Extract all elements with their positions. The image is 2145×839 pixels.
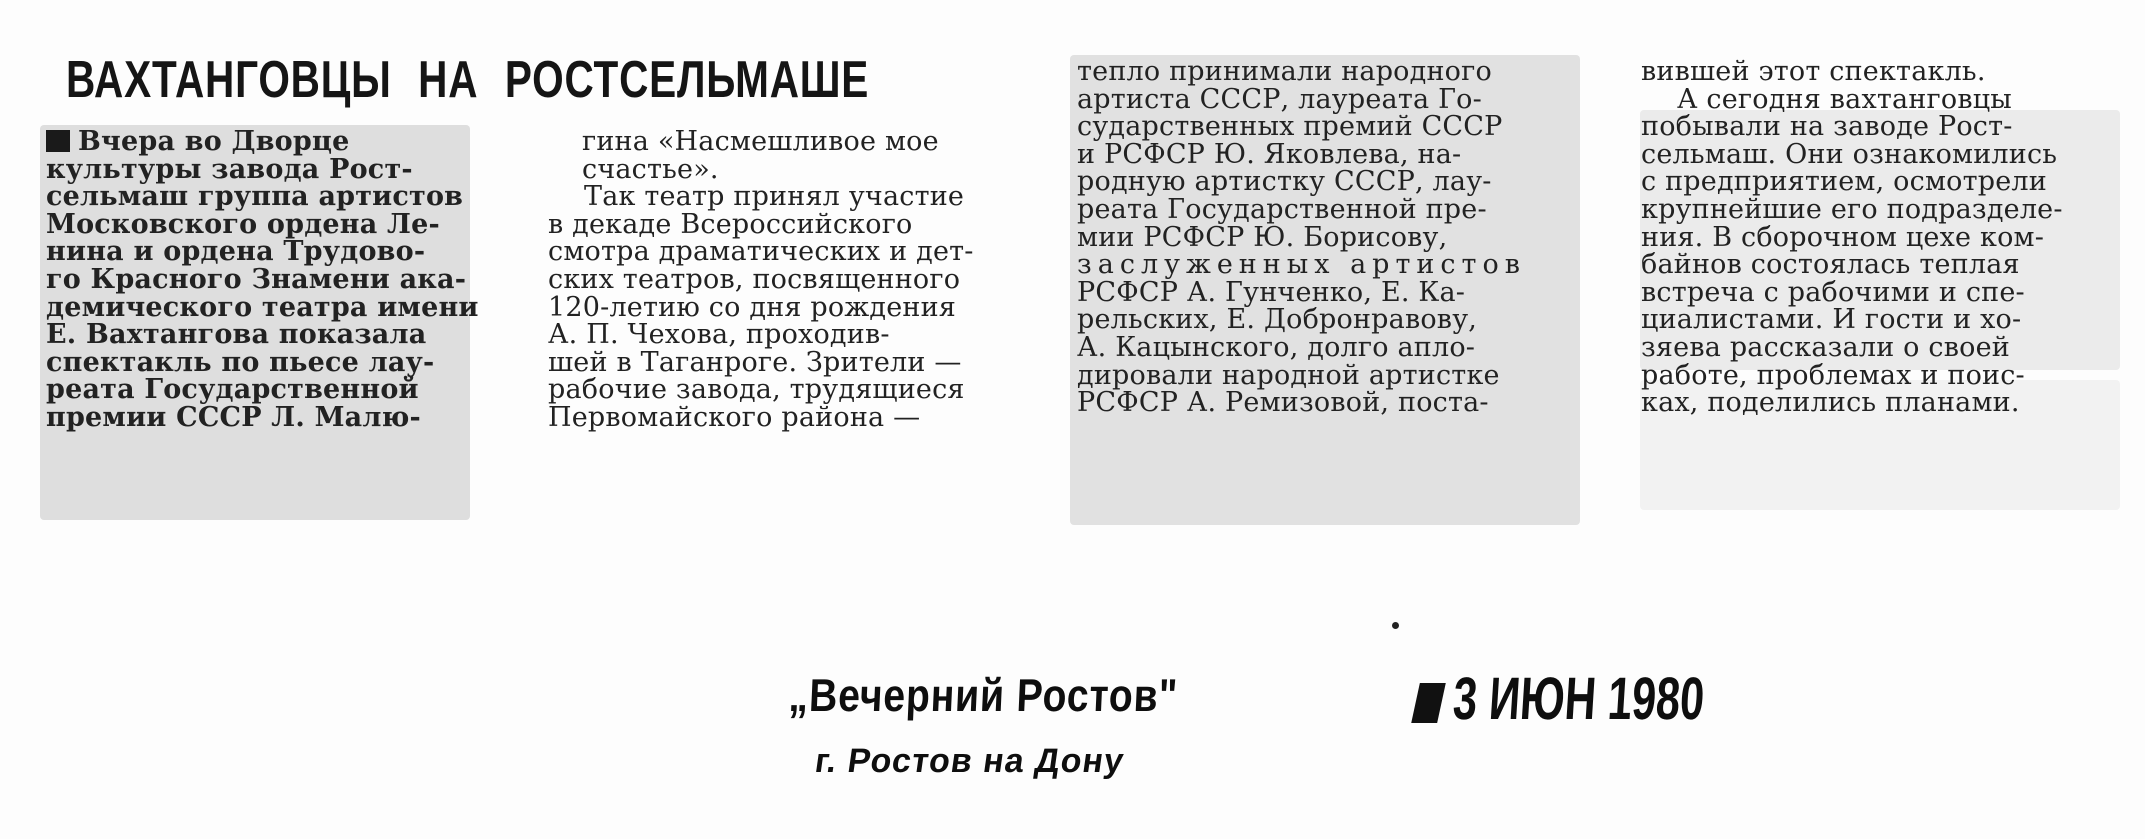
text-line: рабочие завода, трудящиеся bbox=[548, 374, 965, 406]
text-line: крупнейшие его подразделе- bbox=[1641, 193, 2063, 225]
text-line: сударственных премий СССР bbox=[1077, 111, 1503, 143]
ink-speck bbox=[1392, 622, 1399, 629]
text-line: счастье». bbox=[582, 153, 719, 185]
text-line: дировали народной артистке bbox=[1077, 359, 1500, 391]
text-line: сельмаш группа артистов bbox=[46, 181, 464, 213]
text-line: в декаде Всероссийского bbox=[548, 208, 913, 240]
date-stamp-text: 3 ИЮН 1980 bbox=[1451, 665, 1707, 732]
date-stamp bbox=[1414, 664, 1707, 733]
text-line: РСФСР А. Ремизовой, поста- bbox=[1077, 387, 1489, 419]
text-line: мии РСФСР Ю. Борисову, bbox=[1077, 221, 1448, 253]
headline-word: РОСТСЕЛЬМАШЕ bbox=[504, 51, 870, 109]
text-line: рельских, Е. Добронравову, bbox=[1077, 304, 1478, 336]
text-line: гина «Насмешливое мое bbox=[582, 126, 939, 157]
text-line: шей в Таганроге. Зрители — bbox=[548, 346, 962, 378]
text-line: Первомайского района — bbox=[548, 401, 921, 433]
text-line: встреча с рабочими и спе- bbox=[1641, 276, 2025, 308]
newspaper-name-stamp: „Вечерний Ростов" bbox=[787, 669, 1180, 721]
text-line: Так театр принял участие bbox=[584, 181, 965, 213]
text-line: нина и ордена Трудово- bbox=[46, 236, 426, 268]
text-line: циалистами. И гости и хо- bbox=[1641, 304, 2022, 336]
text-line: Е. Вахтангова показала bbox=[46, 319, 427, 351]
text-line: 120-летию со дня рождения bbox=[548, 291, 957, 323]
text-line: тепло принимали народного bbox=[1077, 56, 1492, 87]
text-line: родную артистку СССР, лау- bbox=[1077, 166, 1492, 198]
text-line: реата Государственной bbox=[46, 374, 419, 406]
text-line: ния. В сборочном цехе ком- bbox=[1641, 221, 2045, 253]
text-line: сельмаш. Они ознакомились bbox=[1641, 138, 2058, 170]
text-line: премии СССР Л. Малю- bbox=[46, 401, 421, 433]
article-column-2 bbox=[548, 128, 1026, 432]
text-line: байнов состоялась теплая bbox=[1641, 249, 2020, 281]
article-headline bbox=[66, 50, 870, 110]
text-line: культуры завода Рост- bbox=[46, 153, 413, 185]
text-line: А. Кацынского, долго апло- bbox=[1077, 331, 1476, 363]
headline-word: ВАХТАНГОВЦЫ bbox=[66, 51, 392, 109]
article-column-1 bbox=[46, 126, 479, 433]
article-column-3 bbox=[1077, 58, 1577, 417]
text-line: спектакль по пьесе лау- bbox=[46, 346, 435, 378]
text-line: РСФСР А. Гунченко, Е. Ка- bbox=[1077, 276, 1466, 308]
text-line: и РСФСР Ю. Яковлева, на- bbox=[1077, 138, 1462, 170]
text-line: заслуженных артистов bbox=[1077, 249, 1526, 281]
headline-word: НА bbox=[418, 51, 479, 109]
text-line: Вчера во Дворце bbox=[46, 128, 466, 156]
text-line: го Красного Знамени ака- bbox=[46, 263, 467, 295]
text-line: демического театра имени bbox=[46, 291, 479, 323]
text-line: Московского ордена Ле- bbox=[46, 208, 440, 240]
text-line: ках, поделились планами. bbox=[1641, 387, 2020, 419]
text-line: артиста СССР, лауреата Го- bbox=[1077, 83, 1482, 115]
article-column-4 bbox=[1641, 58, 2119, 417]
paragraph-marker-icon bbox=[46, 130, 70, 152]
text-line: смотра драматических и дет- bbox=[548, 236, 974, 268]
text-line: реата Государственной пре- bbox=[1077, 193, 1487, 225]
text-line: А сегодня вахтанговцы bbox=[1677, 83, 2012, 115]
date-stamp-mark-icon bbox=[1411, 683, 1446, 723]
text-line: работе, проблемах и поис- bbox=[1641, 359, 2025, 391]
text-line: ских театров, посвященного bbox=[548, 263, 961, 295]
text-line: А. П. Чехова, проходив- bbox=[548, 319, 890, 351]
text-line: зяева рассказали о своей bbox=[1641, 331, 2010, 363]
text-line: побывали на заводе Рост- bbox=[1641, 111, 2013, 143]
text-line: с предприятием, осмотрели bbox=[1641, 166, 2047, 198]
text-line: вившей этот спектакль. bbox=[1641, 56, 1986, 87]
city-stamp: г. Ростов на Дону bbox=[812, 742, 1127, 780]
